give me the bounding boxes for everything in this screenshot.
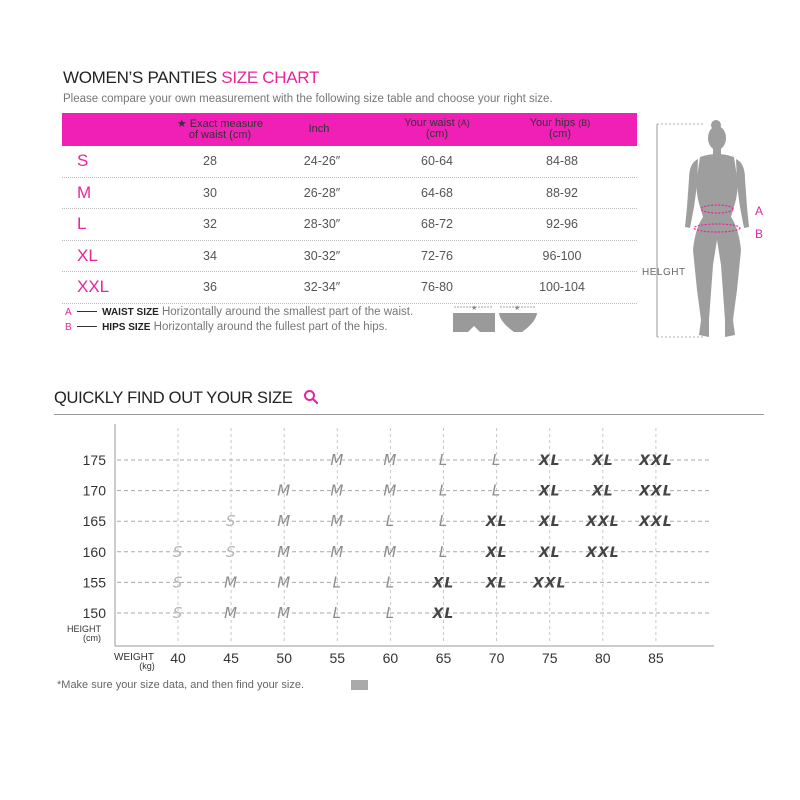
header-waist-line2: of waist (cm) (188, 129, 252, 141)
size-cell: M (277, 604, 292, 622)
row-inch: 30-32″ (303, 248, 341, 263)
size-cell: XL (485, 514, 508, 531)
x-tick-label: 80 (595, 650, 611, 666)
size-cell: L (491, 481, 502, 500)
title-main: WOMEN’S PANTIES (63, 68, 222, 87)
row-your-hips: 96-100 (542, 248, 582, 263)
size-cell: L (385, 512, 396, 531)
size-cell: S (225, 542, 237, 561)
size-cell: L (491, 451, 502, 469)
row-your-hips: 100-104 (539, 280, 585, 294)
size-cell: XXL (586, 514, 620, 531)
size-cell: M (277, 512, 292, 531)
size-cell: L (385, 573, 396, 592)
legend-a-letter: A (65, 307, 72, 318)
x-tick-label: 75 (541, 650, 558, 666)
row-your-hips: 88-92 (546, 185, 578, 200)
size-cell: S (172, 542, 184, 561)
size-cell: L (438, 542, 449, 561)
size-cell: S (172, 604, 184, 622)
row-waist: 34 (203, 248, 217, 263)
size-cell: M (330, 451, 345, 469)
size-cell: M (224, 604, 239, 622)
size-cell: L (438, 451, 449, 469)
quick-title-text: QUICKLY FIND OUT YOUR SIZE (54, 389, 293, 407)
legend-b-text: Horizontally around the fullest part of the hips. (150, 321, 388, 333)
svg-text:★: ★ (514, 304, 521, 312)
row-inch: 28-30″ (303, 217, 341, 231)
title-accent: SIZE CHART (221, 68, 320, 87)
finger-icon (351, 680, 368, 690)
size-cell: XXL (639, 514, 673, 531)
header-your-waist-unit: (cm) (426, 128, 448, 140)
row-inch: 26-28″ (303, 185, 341, 200)
y-tick-label: 150 (82, 605, 106, 621)
header-your-hips-unit: (cm) (549, 128, 571, 140)
size-cell: M (330, 512, 345, 531)
y-tick-label: 160 (82, 543, 106, 560)
size-cell: M (383, 481, 398, 500)
row-your-waist: 68-72 (421, 217, 453, 231)
figure-letter-a: A (755, 204, 764, 218)
legend-b-letter: B (65, 322, 72, 333)
x-tick-label: 40 (170, 650, 186, 666)
svg-text:★: ★ (471, 304, 478, 312)
x-tick-label: 65 (435, 650, 452, 666)
size-cell: S (225, 512, 237, 531)
y-tick-label: 175 (82, 452, 106, 468)
row-waist: 30 (203, 185, 217, 200)
y-tick-label: 170 (82, 482, 106, 499)
x-tick-label: 55 (329, 650, 346, 666)
row-your-waist: 60-64 (421, 154, 453, 168)
size-cell: L (438, 512, 449, 531)
size-cell: L (332, 604, 342, 622)
legend-b-term: HIPS SIZE (102, 322, 151, 333)
size-cell: M (383, 542, 398, 561)
header-inch: Inch (308, 123, 330, 135)
row-waist: 28 (203, 154, 217, 168)
y-tick-label: 155 (82, 574, 106, 591)
x-tick-label: 70 (488, 650, 505, 666)
figure-letter-b: B (755, 227, 764, 241)
header-waist-line1: ★ Exact measure (176, 118, 264, 130)
x-tick-label: 45 (223, 650, 239, 666)
row-waist: 36 (203, 280, 217, 294)
size-cell: XL (591, 453, 614, 469)
size-cell: XL (485, 575, 508, 592)
row-your-waist: 64-68 (421, 185, 453, 200)
x-tick-label: 85 (648, 650, 664, 666)
size-cell: M (330, 481, 345, 500)
size-cell: L (438, 481, 449, 500)
y-axis-unit: (cm) (83, 633, 101, 643)
row-waist: 32 (203, 217, 217, 231)
size-cell: XL (538, 544, 561, 561)
header-your-hips-mark: (B) (578, 118, 591, 128)
size-cell: M (277, 573, 292, 592)
x-tick-label: 50 (276, 650, 292, 666)
size-cell: XL (538, 453, 561, 469)
y-axis-title: HEIGHT (66, 624, 102, 634)
header-your-waist-label: Your waist (404, 117, 455, 129)
row-size: XL (77, 245, 98, 265)
row-your-hips: 92-96 (546, 217, 578, 231)
x-axis-unit: (kg) (139, 661, 155, 671)
row-your-hips: 84-88 (546, 154, 578, 168)
size-cell: XXL (639, 453, 673, 469)
x-axis-title: WEIGHT (114, 652, 154, 663)
size-cell: M (224, 573, 239, 592)
size-cell: XL (432, 606, 455, 622)
row-inch: 24-26″ (303, 154, 341, 168)
row-size: L (77, 214, 87, 233)
size-cell: M (277, 542, 292, 561)
row-size: S (77, 151, 89, 170)
header-your-hips-label: Your hips (529, 117, 576, 129)
size-cell: XL (538, 514, 561, 531)
y-tick-label: 165 (82, 513, 106, 530)
size-cell: XL (432, 575, 455, 592)
footnote: *Make sure your size data, and then find your size. (57, 679, 305, 691)
size-cell: L (385, 604, 396, 622)
x-tick-label: 60 (382, 650, 399, 666)
figure-height-label: HELGHT (642, 267, 686, 278)
page-subtitle: Please compare your own measurement with the following size table and choose your right size. (63, 93, 553, 105)
row-size: XXL (77, 277, 110, 296)
size-cell: XL (485, 544, 508, 561)
header-your-waist-mark: (A) (457, 118, 470, 128)
legend-a-term: WAIST SIZE (102, 307, 159, 318)
size-cell: S (172, 573, 184, 592)
row-your-waist: 72-76 (421, 248, 453, 263)
size-cell: M (330, 542, 345, 561)
legend-a-text: Horizontally around the smallest part of the waist. (158, 306, 414, 318)
row-your-waist: 76-80 (421, 280, 453, 294)
size-cell: XXL (639, 483, 673, 500)
size-cell: XXL (586, 544, 620, 561)
size-cell: XL (591, 483, 614, 500)
size-cell: L (332, 573, 342, 592)
size-cell: M (383, 451, 398, 469)
row-inch: 32-34″ (303, 280, 341, 294)
row-size: M (77, 182, 92, 202)
size-cell: XL (538, 483, 561, 500)
size-cell: XXL (532, 575, 567, 592)
size-cell: M (277, 481, 292, 500)
